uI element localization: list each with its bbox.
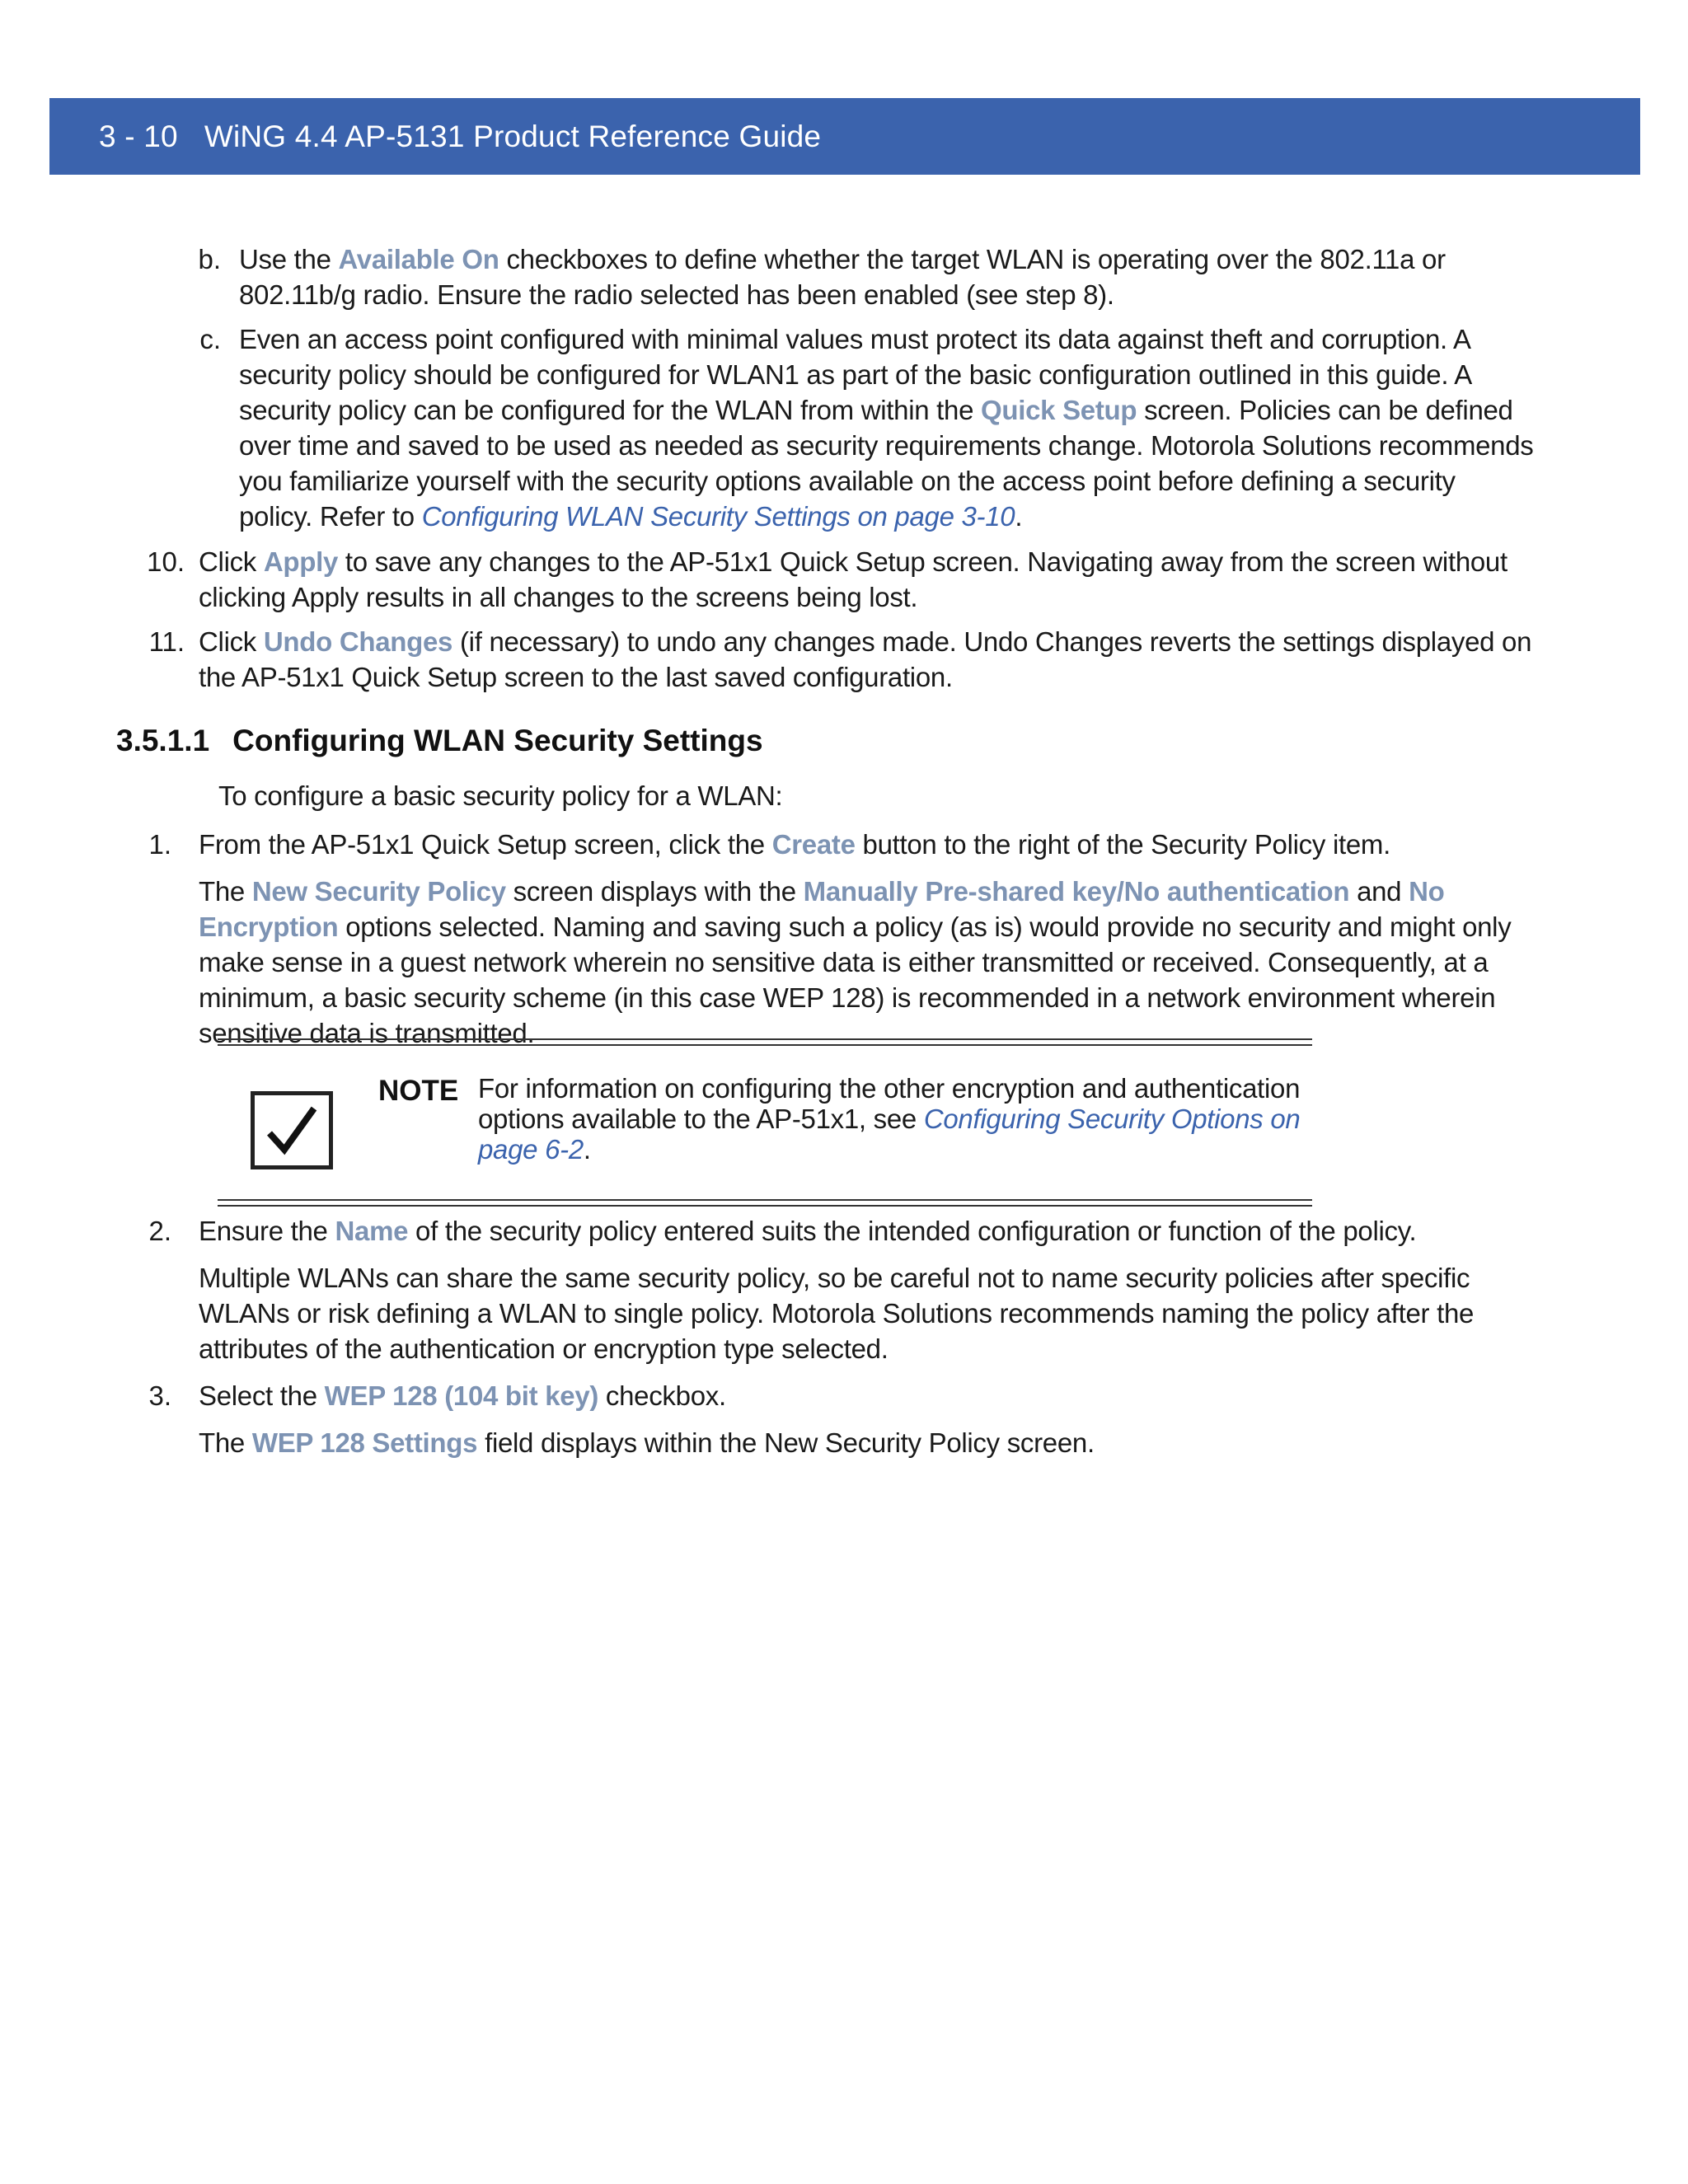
term-new-security-policy: New Security Policy xyxy=(251,876,506,907)
step-marker: 11. xyxy=(148,626,185,657)
note-bottom-rule xyxy=(218,1199,1312,1201)
link-configuring-wlan-security[interactable]: Configuring WLAN Security Settings on page 3-10 xyxy=(421,501,1015,532)
section-number: 3.5.1.1 xyxy=(116,724,210,757)
checkmark-icon xyxy=(251,1091,333,1169)
section-intro: To configure a basic security policy for a WLAN: xyxy=(218,780,783,811)
term-wep-128-settings: WEP 128 Settings xyxy=(251,1427,478,1458)
term-quick-setup: Quick Setup xyxy=(981,395,1137,425)
note-label: NOTE xyxy=(378,1075,459,1107)
step-marker: b. xyxy=(198,244,221,274)
note-text: For information on configuring the other encryption and authentication options available to the AP-51x1, see Configuring Security Options on page 6-2. xyxy=(478,1073,1301,1165)
term-available-on: Available On xyxy=(338,244,499,274)
step-3: Select the WEP 128 (104 bit key) checkbox. xyxy=(199,1380,726,1411)
term-create: Create xyxy=(771,829,856,860)
step-marker: 1. xyxy=(148,829,171,860)
document-title: WiNG 4.4 AP-5131 Product Reference Guide xyxy=(204,119,822,153)
step-11: Click Undo Changes (if necessary) to undo any changes made. Undo Changes reverts the settings displayed on the AP-51x1 Quick Setup screen to the last saved configuration. xyxy=(199,626,1532,692)
step-marker: c. xyxy=(199,324,221,354)
term-no-encryption: No Encryption xyxy=(199,876,1445,942)
step-marker: 2. xyxy=(148,1216,171,1246)
step-marker: 10. xyxy=(147,546,185,577)
link-configuring-security-options[interactable]: Configuring Security Options on page 6-2 xyxy=(478,1104,1301,1165)
step-3-description: The WEP 128 Settings field displays within the New Security Policy screen. xyxy=(199,1427,1095,1458)
step-2: Ensure the Name of the security policy entered suits the intended configuration or function of the policy. xyxy=(199,1216,1417,1246)
page-number: 3 - 10 xyxy=(99,119,178,153)
note-top-rule xyxy=(218,1038,1312,1040)
step-2-description: Multiple WLANs can share the same security policy, so be careful not to name security policies after specific WLANs or risk defining a WLAN to single policy. Motorola Solutions recommends naming the policy after the attributes of the authentication or encryption type selected. xyxy=(199,1263,1475,1364)
term-name: Name xyxy=(335,1216,409,1246)
section-heading xyxy=(116,723,763,758)
step-1: From the AP-51x1 Quick Setup screen, click the Create button to the right of the Security Policy item. xyxy=(199,829,1390,860)
step-marker: 3. xyxy=(148,1380,171,1411)
step-10: Click Apply to save any changes to the AP-51x1 Quick Setup screen. Navigating away from the screen without clicking Apply results in all changes to the screens being lost. xyxy=(199,546,1507,612)
step-1-description: The New Security Policy screen displays with the Manually Pre-shared key/No authentication and No Encryption options selected. Naming and saving such a policy (as is) would provide no security and might only make sense in a guest network wherein no sensitive data is either transmitted or received. Consequently, at a minimum, a basic security scheme (in this case WEP 128) is recommended in a network environment wherein sensitive data is transmitted. xyxy=(199,876,1512,1048)
term-apply: Apply xyxy=(263,546,339,577)
term-undo-changes: Undo Changes xyxy=(263,626,453,657)
step-b: Use the Available On checkboxes to define whether the target WLAN is operating over the 802.11a or 802.11b/g radio. Ensure the radio selected has been enabled (see step 8). xyxy=(239,244,1446,310)
page-header xyxy=(49,98,1640,175)
section-title: Configuring WLAN Security Settings xyxy=(232,724,763,757)
step-c: Even an access point configured with minimal values must protect its data against theft and corruption. A security policy should be configured for WLAN1 as part of the basic configuration outlined in this guide. A security policy can be configured for the WLAN from within the Quick Setup screen. Policies can be defined over time and saved to be used as needed as security requirements change. Motorola Solutions recommends you familiarize yourself with the security options available on the access point before defining a security policy. Refer to Configuring WLAN Security Settings on page 3-10. xyxy=(239,324,1534,532)
term-wep-128-checkbox: WEP 128 (104 bit key) xyxy=(324,1380,599,1411)
term-manually-pre-shared-key: Manually Pre-shared key/No authentication xyxy=(803,876,1350,907)
